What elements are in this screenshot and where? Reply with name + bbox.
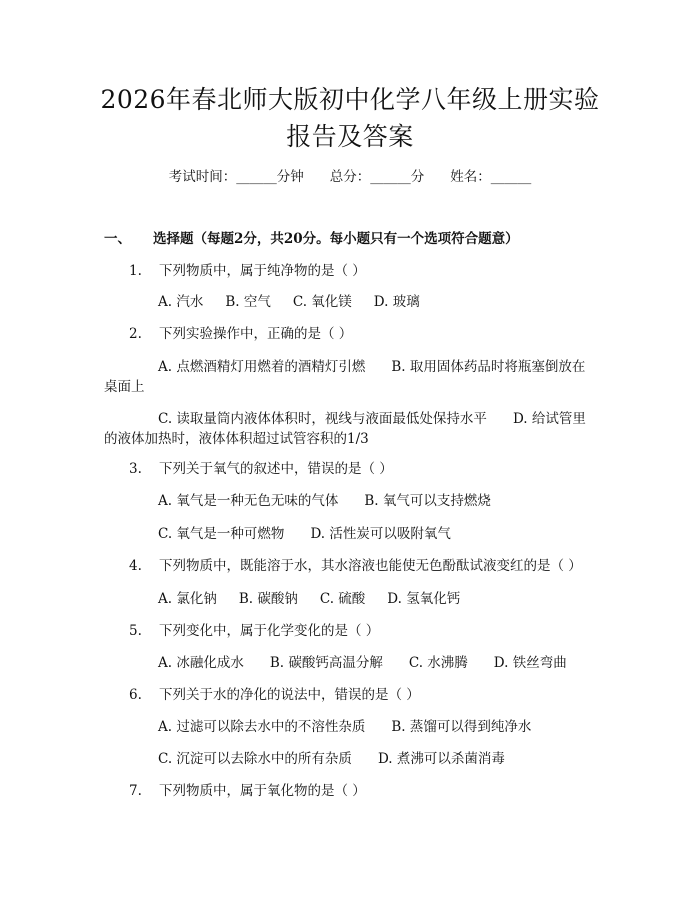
option-b: B. 氧气可以支持燃烧 (364, 493, 491, 509)
question-1-options (158, 293, 420, 311)
question-number: 1. (129, 263, 142, 279)
question-text: 下列关于氧气的叙述中，错误的是（ ） (159, 461, 393, 477)
question-2-options-cd (158, 410, 586, 428)
section-title: 选择题（每题2分，共20分。每小题只有一个选项符合题意） (153, 231, 519, 247)
option-c: C. 氧化镁 (292, 294, 352, 310)
option-b: B. 蒸馏可以得到纯净水 (391, 719, 532, 735)
question-number: 7. (129, 783, 142, 799)
option-a: A. 氧气是一种无色无味的气体 (158, 493, 339, 509)
exam-meta (0, 168, 700, 186)
question-3 (129, 460, 393, 478)
question-1 (129, 262, 366, 280)
question-2-option-b-wrap: 桌面上 (104, 379, 145, 395)
question-2-options-ab (158, 358, 585, 376)
option-c: C. 读取量筒内液体体积时，视线与液面最低处保持水平 (158, 411, 487, 427)
option-c: C. 沉淀可以去除水中的所有杂质 (158, 751, 352, 767)
option-a: A. 冰融化成水 (158, 655, 244, 671)
question-2 (129, 325, 352, 343)
option-b: B. 碳酸钠 (238, 591, 298, 607)
option-c: C. 水沸腾 (408, 655, 468, 671)
option-b: B. 空气 (225, 294, 271, 310)
question-number: 2. (129, 326, 142, 342)
question-2-option-d-wrap: 的液体加热时，液体体积超过试管容积的1/3 (104, 431, 369, 447)
question-number: 3. (129, 461, 142, 477)
page-title-line1: 2026年春北师大版初中化学八年级上册实验 (100, 85, 600, 114)
section-heading (104, 230, 519, 248)
option-a: A. 过滤可以除去水中的不溶性杂质 (158, 719, 366, 735)
question-3-options-ab (158, 492, 491, 510)
question-text: 下列实验操作中，正确的是（ ） (159, 326, 353, 342)
page-title-line2: 报告及答案 (286, 122, 414, 151)
option-b: B. 取用固体药品时将瓶塞倒放在 (391, 359, 586, 375)
question-5 (129, 622, 379, 640)
option-a: A. 氯化钠 (158, 591, 217, 607)
total-score-field: 总分：______分 (329, 169, 425, 185)
question-6-options-ab (158, 718, 531, 736)
option-c: C. 氧气是一种可燃物 (158, 526, 285, 542)
question-text: 下列物质中，既能溶于水，其水溶液也能使无色酚酞试液变红的是（ ） (159, 558, 582, 574)
question-4-options (158, 590, 460, 608)
option-b: B. 碳酸钙高温分解 (269, 655, 383, 671)
question-7 (129, 782, 366, 800)
question-3-options-cd (158, 525, 451, 543)
option-d: D. 煮沸可以杀菌消毒 (377, 751, 505, 767)
exam-time-field: 考试时间：______分钟 (168, 169, 304, 185)
question-text: 下列物质中，属于纯净物的是（ ） (159, 263, 366, 279)
option-c: C. 硫酸 (319, 591, 366, 607)
question-number: 5. (129, 623, 142, 639)
question-number: 6. (129, 687, 142, 703)
question-text: 下列物质中，属于氧化物的是（ ） (159, 783, 366, 799)
question-6-options-cd (158, 750, 505, 768)
option-d: D. 玻璃 (373, 294, 420, 310)
question-5-options (158, 654, 567, 672)
option-d: D. 氢氧化钙 (387, 591, 461, 607)
question-text: 下列关于水的净化的说法中，错误的是（ ） (159, 687, 420, 703)
question-4 (129, 557, 582, 575)
question-text: 下列变化中，属于化学变化的是（ ） (159, 623, 380, 639)
option-a: A. 汽水 (158, 294, 204, 310)
section-number: 一、 (104, 231, 131, 247)
option-d: D. 给试管里 (512, 411, 586, 427)
option-d: D. 活性炭可以吸附氧气 (310, 526, 451, 542)
question-number: 4. (129, 558, 142, 574)
student-name-field: 姓名：______ (450, 169, 532, 185)
option-d: D. 铁丝弯曲 (493, 655, 567, 671)
option-a: A. 点燃酒精灯用燃着的酒精灯引燃 (158, 359, 366, 375)
question-6 (129, 686, 420, 704)
